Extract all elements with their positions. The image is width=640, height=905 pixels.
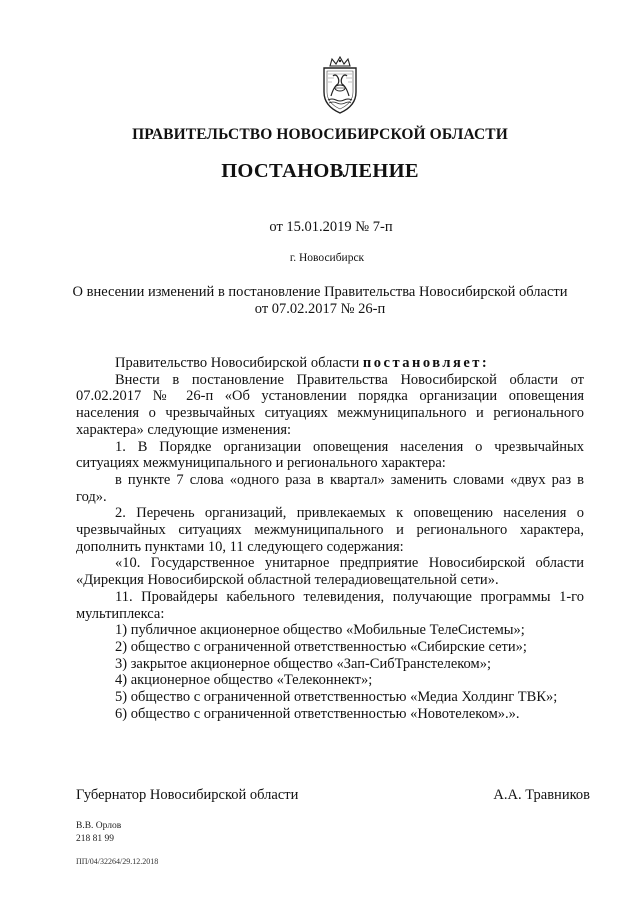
city-line: г. Новосибирск — [289, 252, 365, 264]
document-code: ПП/04/32264/29.12.2018 — [76, 857, 159, 866]
subject-line-1: О внесении изменений в постановление Правительства Новосибирской области — [72, 284, 568, 300]
subject-line-2: от 07.02.2017 № 26-п — [254, 301, 386, 317]
executor-phone: 218 81 99 — [76, 833, 114, 844]
body-paragraph: 2. Перечень организаций, привлекаемых к оповещению населения о чрезвычайных ситуациях межмуниципального и регионального характера, дополнить пунктами 10, 11 следующего содержания: — [76, 505, 584, 555]
document-body — [76, 355, 584, 722]
signatory-position: Губернатор Новосибирской области — [76, 787, 299, 803]
list-item: 6) общество с ограниченной ответственностью «Новотелеком».». — [115, 705, 520, 722]
intro-paragraph — [76, 355, 584, 372]
list-item: 5) общество с ограниченной ответственностью «Медиа Холдинг ТВК»; — [115, 689, 558, 706]
government-title: ПРАВИТЕЛЬСТВО НОВОСИБИРСКОЙ ОБЛАСТИ — [132, 126, 508, 143]
executor-info — [76, 820, 121, 845]
document-type-heading: ПОСТАНОВЛЕНИЕ — [221, 160, 419, 182]
intro-text: Правительство Новосибирской области — [115, 355, 363, 371]
list-item: 4) акционерное общество «Телеконнект»; — [115, 672, 373, 689]
body-paragraph: в пункте 7 слова «одного раза в квартал» заменить словами «двух раз в год». — [76, 471, 584, 505]
list-item: 2) общество с ограниченной ответственностью «Сибирские сети»; — [115, 638, 527, 655]
coat-of-arms-icon — [318, 56, 362, 116]
list-item: 1) публичное акционерное общество «Мобильные ТелеСистемы»; — [115, 622, 525, 639]
body-paragraph: «10. Государственное унитарное предприятие Новосибирской области «Дирекция Новосибирской областной телерадиовещательной сети». — [76, 555, 584, 589]
executor-name: В.В. Орлов — [76, 821, 122, 831]
list-item: 3) закрытое акционерное общество «Зап-СибТранстелеком»; — [115, 655, 491, 672]
document-subject — [60, 284, 580, 318]
body-paragraph: Внести в постановление Правительства Новосибирской области от 07.02.2017 № 26-п «Об установлении порядка организации оповещения населения о чрезвычайных ситуациях межмуниципального и регионального характера» следующие изменения: — [76, 371, 584, 438]
resolves-word: постановляет: — [362, 355, 490, 371]
body-paragraph: 1. В Порядке организации оповещения населения о чрезвычайных ситуациях межмуниципального и регионального характера: — [76, 438, 584, 472]
body-paragraph: 11. Провайдеры кабельного телевидения, получающие программы 1-го мультиплекса: — [76, 588, 584, 622]
signatory-name: А.А. Травников — [493, 787, 590, 803]
date-and-number: от 15.01.2019 № 7-п — [269, 219, 393, 235]
